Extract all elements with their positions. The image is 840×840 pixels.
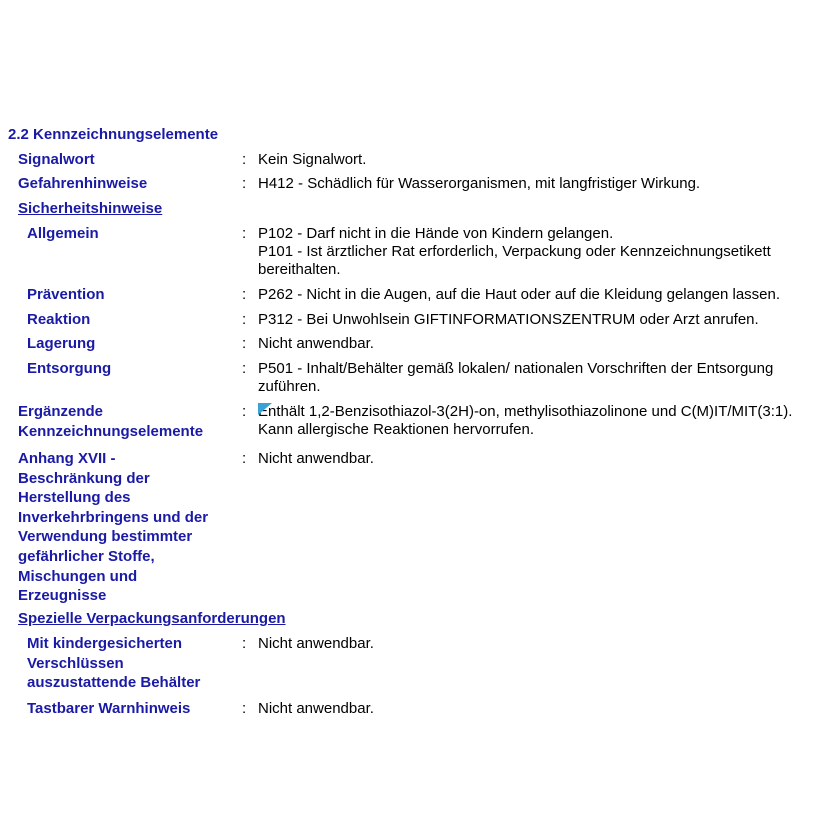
anhang-label-line: Anhang XVII - bbox=[18, 450, 116, 467]
colon: : bbox=[242, 700, 247, 717]
colon: : bbox=[242, 450, 247, 467]
allgemein-line: P101 - Ist ärztlicher Rat erforderlich, Verpackung oder Kennzeichnungsetikett bbox=[258, 243, 771, 260]
anhang-label-line: Beschränkung der bbox=[18, 469, 150, 487]
lagerung-label: Lagerung bbox=[27, 335, 96, 352]
verpackung-heading: Spezielle Verpackungsanforderungen bbox=[18, 610, 286, 627]
anhang-value: Nicht anwendbar. bbox=[258, 450, 374, 467]
verschluesse-value: Nicht anwendbar. bbox=[258, 635, 374, 652]
praevention-label: Prävention bbox=[27, 286, 105, 303]
colon: : bbox=[242, 403, 247, 420]
signalwort-label: Signalwort bbox=[18, 151, 95, 168]
sicherheitshinweise-heading: Sicherheitshinweise bbox=[18, 200, 163, 217]
blue-triangle-marker-icon bbox=[258, 403, 272, 415]
lagerung-value: Nicht anwendbar. bbox=[258, 335, 374, 352]
reaktion-label: Reaktion bbox=[27, 311, 91, 328]
verschluesse-label bbox=[27, 634, 200, 693]
verschluesse-label-line: Mit kindergesicherten bbox=[27, 635, 183, 652]
anhang-label-line: Mischungen und bbox=[18, 567, 138, 585]
colon: : bbox=[242, 635, 247, 652]
ergaenzende-label-line: Ergänzende bbox=[18, 403, 104, 420]
allgemein-line: bereithalten. bbox=[258, 261, 341, 278]
warnhinweis-value: Nicht anwendbar. bbox=[258, 700, 374, 717]
ergaenzende-label bbox=[18, 402, 203, 441]
praevention-value: P262 - Nicht in die Augen, auf die Haut oder auf die Kleidung gelangen lassen. bbox=[258, 286, 781, 303]
ergaenzende-line: Kann allergische Reaktionen hervorrufen. bbox=[258, 421, 534, 438]
verschluesse-label-line: auszustattende Behälter bbox=[27, 674, 201, 692]
anhang-label-line: Erzeugnisse bbox=[18, 587, 107, 605]
anhang-label-line: Verwendung bestimmter bbox=[18, 528, 193, 546]
gefahrenhinweise-value: H412 - Schädlich für Wasserorganismen, mit langfristiger Wirkung. bbox=[258, 175, 701, 192]
anhang-label bbox=[18, 449, 208, 606]
anhang-label-line: Inverkehrbringens und der bbox=[18, 508, 209, 526]
ergaenzende-label-line: Kennzeichnungselemente bbox=[18, 422, 204, 440]
colon: : bbox=[242, 225, 247, 242]
anhang-label-line: Herstellung des bbox=[18, 489, 131, 507]
ergaenzende-value bbox=[258, 403, 792, 439]
entsorgung-value bbox=[258, 360, 773, 396]
entsorgung-line: zuführen. bbox=[258, 378, 321, 395]
allgemein-line: P102 - Darf nicht in die Hände von Kindern gelangen. bbox=[258, 225, 614, 242]
anhang-label-line: gefährlicher Stoffe, bbox=[18, 547, 155, 565]
ergaenzende-line: Enthält 1,2-Benzisothiazol-3(2H)-on, methylisothiazolinone und C(M)IT/MIT(3:1). bbox=[258, 403, 793, 420]
allgemein-label: Allgemein bbox=[27, 225, 99, 242]
reaktion-value: P312 - Bei Unwohlsein GIFTINFORMATIONSZENTRUM oder Arzt anrufen. bbox=[258, 311, 759, 328]
section-title: 2.2 Kennzeichnungselemente bbox=[8, 126, 219, 143]
colon: : bbox=[242, 360, 247, 377]
signalwort-value: Kein Signalwort. bbox=[258, 151, 367, 168]
colon: : bbox=[242, 151, 247, 168]
allgemein-value bbox=[258, 225, 771, 279]
colon: : bbox=[242, 335, 247, 352]
colon: : bbox=[242, 286, 247, 303]
gefahrenhinweise-label: Gefahrenhinweise bbox=[18, 175, 148, 192]
warnhinweis-label: Tastbarer Warnhinweis bbox=[27, 700, 191, 717]
verschluesse-label-line: Verschlüssen bbox=[27, 654, 124, 672]
entsorgung-label: Entsorgung bbox=[27, 360, 112, 377]
colon: : bbox=[242, 175, 247, 192]
entsorgung-line: P501 - Inhalt/Behälter gemäß lokalen/ nationalen Vorschriften der Entsorgung bbox=[258, 360, 774, 377]
colon: : bbox=[242, 311, 247, 328]
